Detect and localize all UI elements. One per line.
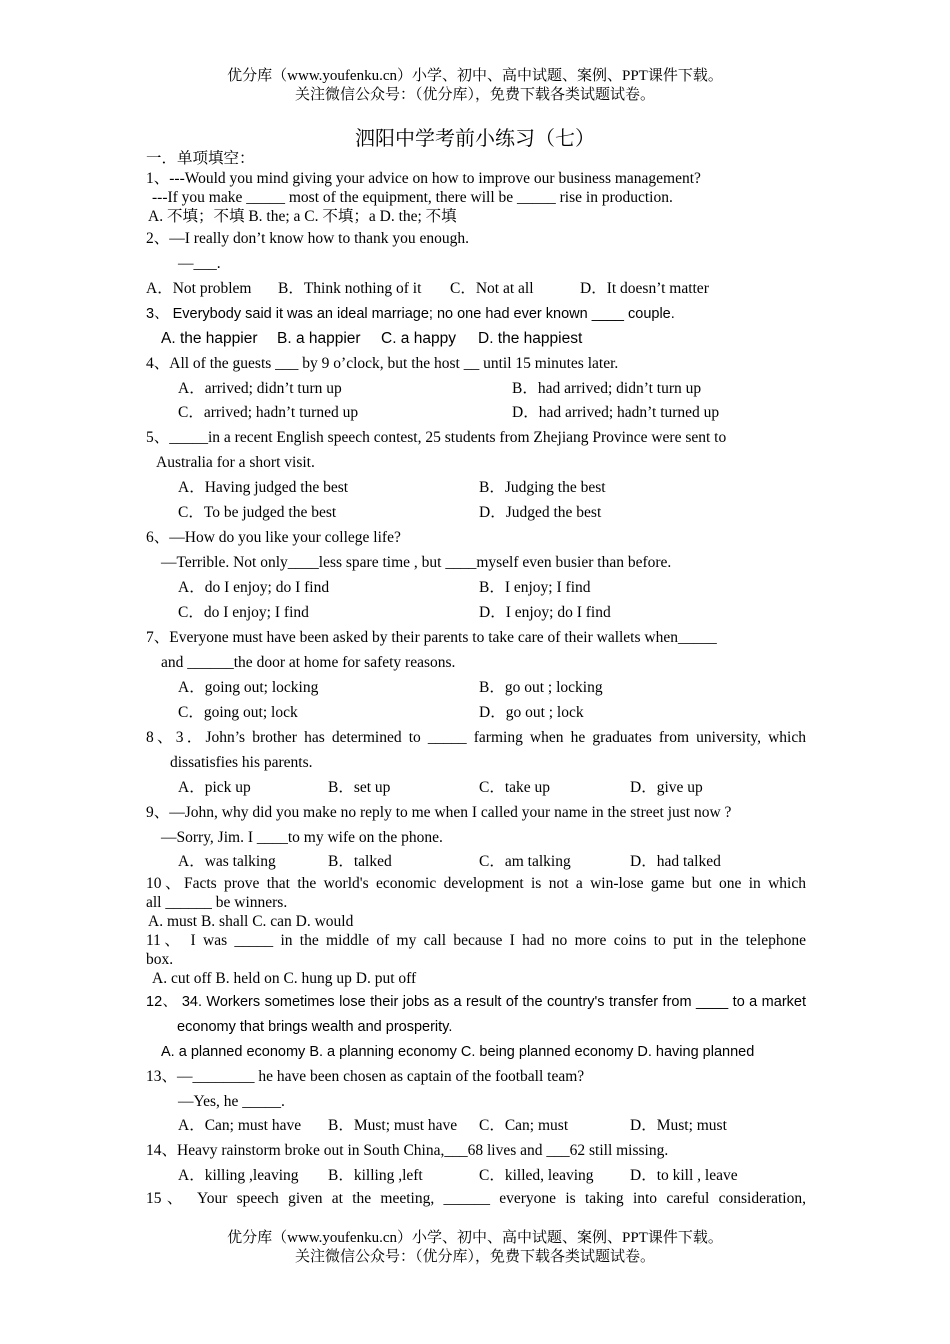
q13-option-d: D．Must; must bbox=[630, 1117, 727, 1134]
header-line-2: 关注微信公众号：（优分库），免费下载各类试题试卷。 bbox=[294, 87, 655, 103]
q7-option-c: C．going out; lock bbox=[178, 704, 298, 721]
q2-stem: 2、—I really don’t know how to thank you enough. bbox=[146, 230, 470, 247]
q6-option-a: A．do I enjoy; do I find bbox=[178, 579, 330, 596]
q7-option-b: B．go out ; locking bbox=[479, 679, 603, 696]
q13-stem: 13、—________ he have been chosen as captain of the football team? bbox=[146, 1068, 585, 1085]
q9-stem-2: —Sorry, Jim. I ____to my wife on the phone. bbox=[161, 829, 443, 846]
q7-option-d: D．go out ; lock bbox=[479, 704, 584, 721]
q4-option-b: B．had arrived; didn’t turn up bbox=[512, 380, 702, 397]
q6-option-c: C．do I enjoy; I find bbox=[178, 604, 309, 621]
q9-option-a: A．was talking bbox=[178, 853, 276, 870]
q4-stem: 4、All of the guests ___ by 9 o’clock, but the host __ until 15 minutes later. bbox=[146, 355, 619, 372]
q8-option-b: B．set up bbox=[328, 779, 391, 796]
q5-option-d: D．Judged the best bbox=[479, 504, 602, 521]
q1-options: A. 不填；不填 B. the; a C. 不填；a D. the; 不填 bbox=[148, 208, 457, 225]
q4-option-a: A．arrived; didn’t turn up bbox=[178, 380, 342, 397]
header-line-1: 优分库（www.youfenku.cn）小学、初中、高中试题、案例、PPT课件下载。 bbox=[227, 68, 723, 84]
q9-option-d: D．had talked bbox=[630, 853, 721, 870]
q1-stem: 1、---Would you mind giving your advice on how to improve our business management? bbox=[146, 170, 701, 187]
q11-stem-2: box. bbox=[146, 951, 174, 968]
q9-option-b: B．talked bbox=[328, 853, 392, 870]
q11-options: A. cut off B. held on C. hung up D. put off bbox=[152, 970, 417, 987]
q8-stem: 8、3．John’s brother has determined to _____ farming when he graduates from university, which bbox=[146, 729, 806, 746]
q9-option-c: C．am talking bbox=[479, 853, 571, 870]
q3-option-c: C. a happy bbox=[381, 330, 456, 347]
q8-option-d: D．give up bbox=[630, 779, 703, 796]
q6-option-b: B．I enjoy; I find bbox=[479, 579, 591, 596]
q14-option-a: A．killing ,leaving bbox=[178, 1167, 299, 1184]
q10-stem-2: all ______ be winners. bbox=[146, 894, 288, 911]
q12-stem: 12、 34. Workers sometimes lose their jobs as a result of the country's transfer from ____ to a market bbox=[146, 994, 806, 1010]
q13-option-b: B．Must; must have bbox=[328, 1117, 458, 1134]
section-heading: 一．单项填空： bbox=[146, 150, 255, 167]
q6-option-d: D．I enjoy; do I find bbox=[479, 604, 611, 621]
q2-stem-2: —___. bbox=[178, 255, 221, 272]
q4-option-d: D．had arrived; hadn’t turned up bbox=[512, 404, 720, 421]
page-title: 泗阳中学考前小练习（七） bbox=[355, 128, 595, 150]
q11-stem: 11、 I was _____ in the middle of my call because I had no more coins to put in the telephone bbox=[146, 932, 806, 949]
q14-option-c: C．killed, leaving bbox=[479, 1167, 594, 1184]
q3-option-d: D. the happiest bbox=[478, 330, 583, 347]
q14-stem: 14、Heavy rainstorm broke out in South China,___68 lives and ___62 still missing. bbox=[146, 1142, 669, 1159]
q5-option-c: C．To be judged the best bbox=[178, 504, 337, 521]
q9-stem: 9、—John, why did you make no reply to me when I called your name in the street just now ? bbox=[146, 804, 732, 821]
q3-stem: 3、 Everybody said it was an ideal marriage; no one had ever known ____ couple. bbox=[146, 306, 675, 322]
q13-option-c: C．Can; must bbox=[479, 1117, 569, 1134]
footer-line-1: 优分库（www.youfenku.cn）小学、初中、高中试题、案例、PPT课件下载。 bbox=[227, 1230, 723, 1246]
q5-option-b: B．Judging the best bbox=[479, 479, 606, 496]
q6-stem-2: —Terrible. Not only____less spare time , but ____myself even busier than before. bbox=[161, 554, 672, 571]
q6-stem: 6、—How do you like your college life? bbox=[146, 529, 401, 546]
q13-option-a: A．Can; must have bbox=[178, 1117, 302, 1134]
q8-option-c: C．take up bbox=[479, 779, 551, 796]
q5-option-a: A．Having judged the best bbox=[178, 479, 349, 496]
q4-option-c: C．arrived; hadn’t turned up bbox=[178, 404, 359, 421]
q2-option-c: C．Not at all bbox=[450, 280, 534, 297]
q15-stem: 15、 Your speech given at the meeting, ______ everyone is taking into careful consideration, bbox=[146, 1190, 806, 1207]
footer-line-2: 关注微信公众号：（优分库），免费下载各类试题试卷。 bbox=[294, 1249, 655, 1265]
q7-stem-2: and ______the door at home for safety reasons. bbox=[161, 654, 456, 671]
q2-option-a: A．Not problem bbox=[146, 280, 252, 297]
q2-option-d: D．It doesn’t matter bbox=[580, 280, 709, 297]
q13-stem-2: —Yes, he _____. bbox=[178, 1093, 285, 1110]
q14-option-d: D．to kill , leave bbox=[630, 1167, 738, 1184]
q10-stem: 10、Facts prove that the world's economic development is not a win-lose game but one in which bbox=[146, 875, 806, 892]
q7-option-a: A．going out; locking bbox=[178, 679, 319, 696]
q5-stem: 5、_____in a recent English speech contest, 25 students from Zhejiang Province were sent to bbox=[146, 429, 727, 446]
q12-options: A. a planned economy B. a planning economy C. being planned economy D. having planned bbox=[161, 1044, 755, 1060]
q8-option-a: A．pick up bbox=[178, 779, 251, 796]
q5-stem-2: Australia for a short visit. bbox=[156, 454, 315, 471]
q3-option-a: A. the happier bbox=[161, 330, 258, 347]
q12-stem-2: economy that brings wealth and prosperity. bbox=[177, 1019, 453, 1035]
q2-option-b: B．Think nothing of it bbox=[278, 280, 422, 297]
q8-stem-2: dissatisfies his parents. bbox=[170, 754, 313, 771]
q10-options: A. must B. shall C. can D. would bbox=[148, 913, 354, 930]
q14-option-b: B．killing ,left bbox=[328, 1167, 423, 1184]
q3-option-b: B. a happier bbox=[277, 330, 361, 347]
q1-stem-2: ---If you make _____ most of the equipment, there will be _____ rise in production. bbox=[152, 189, 673, 206]
q7-stem: 7、Everyone must have been asked by their parents to take care of their wallets when_____ bbox=[146, 629, 717, 646]
